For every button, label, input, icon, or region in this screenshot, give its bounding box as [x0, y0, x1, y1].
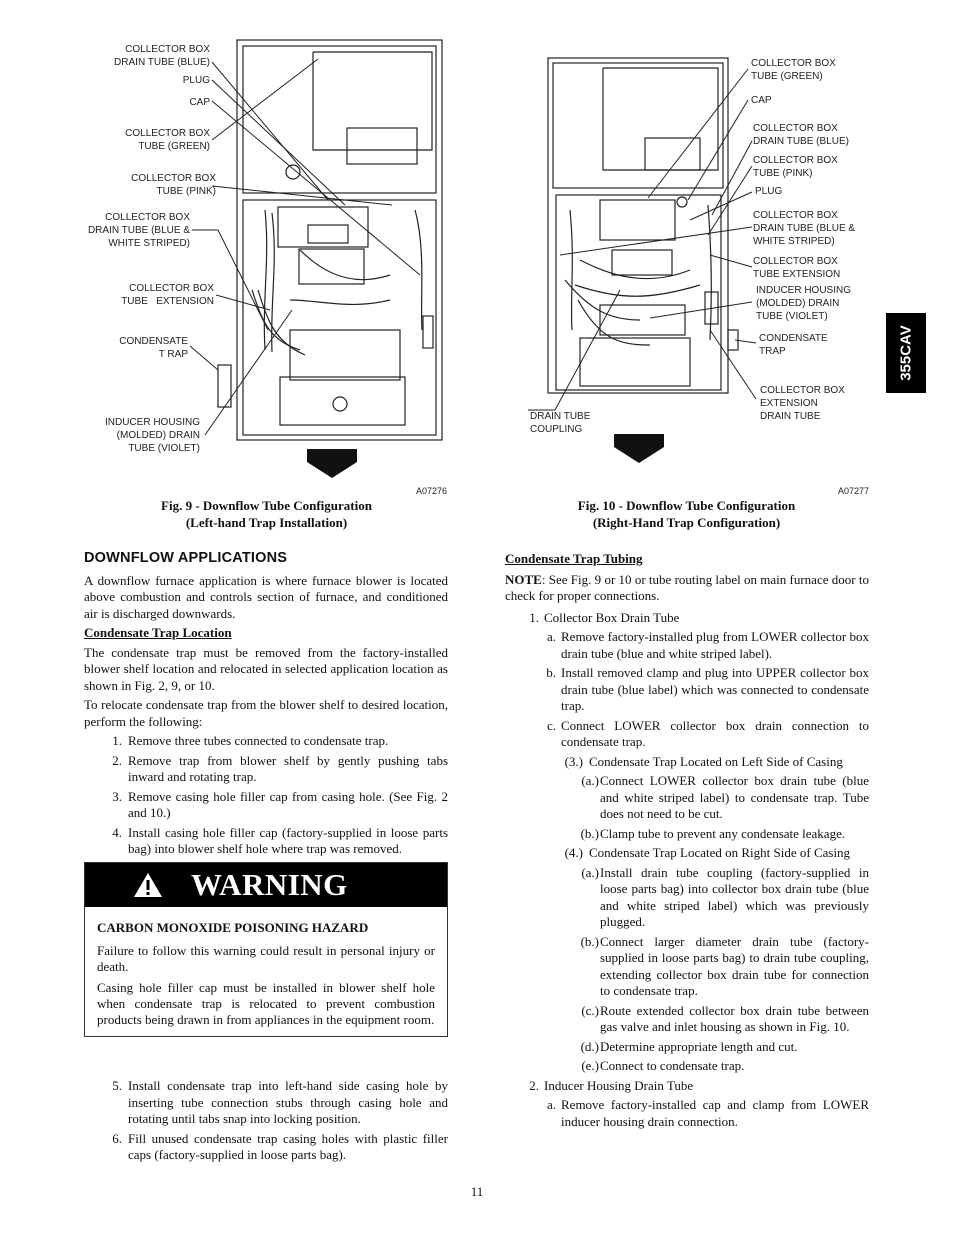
fig10-label-drain-striped: COLLECTOR BOX DRAIN TUBE (BLUE & WHITE STRIPED) — [753, 210, 856, 247]
list-item: (a.) Install drain tube coupling (factory-supplied in loose parts bag) into collector box drain tube (blue and white striped label) which was previously plugged. — [581, 864, 869, 929]
section-heading: DOWNFLOW APPLICATIONS — [84, 550, 288, 566]
paragraph-relocate: The condensate trap must be removed from the factory-installed blower shelf location and relocated in selected application location as shown in Fig. 2, 9, or 10. — [84, 644, 448, 693]
list-item: 2. Remove trap from blower shelf by gently pushing tabs inward and rotating trap. — [112, 752, 448, 784]
fig9-caption: Fig. 9 - Downflow Tube Configuration (Left-hand Trap Installation) — [161, 498, 372, 530]
list-item: 2. Inducer Housing Drain Tube — [529, 1077, 694, 1093]
list-item: a. Remove factory-installed plug from LOWER collector box drain tube (blue and white striped label). — [546, 629, 869, 661]
fig9-code: A07276 — [416, 486, 448, 496]
intro-paragraph: A downflow furnace application is where furnace blower is located above combustion and controls section of furnace, and conditioned air is discharged downwards. — [84, 572, 448, 621]
fig10-label-extension-drain: COLLECTOR BOX EXTENSION DRAIN TUBE — [760, 385, 845, 422]
list-item: (e.) Connect to condensate trap. — [581, 1058, 745, 1073]
list-item: 5. Install condensate trap into left-hand side casing hole by inserting tube connection stubs through casing hole and rotating until tabs snap into locking position. — [112, 1078, 448, 1126]
list-item: (c.) Route extended collector box drain tube between gas valve and inlet housing as shown in Fig. 10. — [581, 1002, 869, 1034]
fig9-label-tube-pink: COLLECTOR BOX TUBE (PINK) — [131, 173, 216, 197]
fig10-label-drain-coupling: DRAIN TUBE COUPLING — [530, 411, 591, 435]
fig9-label-tube-extension: COLLECTOR BOX TUBE EXTENSION — [121, 283, 214, 307]
fig9-label-drain-striped: COLLECTOR BOX DRAIN TUBE (BLUE & WHITE STRIPED) — [87, 212, 190, 249]
fig10-label-plug: PLUG — [755, 186, 783, 197]
warning-title: WARNING — [191, 867, 348, 902]
left-column — [84, 550, 448, 861]
list-item: a. Remove factory-installed cap and clamp from LOWER inducer housing drain connection. — [546, 1097, 869, 1129]
fig10-caption: Fig. 10 - Downflow Tube Configuration (Right-Hand Trap Configuration) — [577, 498, 796, 530]
list-item: 1. Collector Box Drain Tube — [529, 609, 680, 625]
list-item: (b.) Connect larger diameter drain tube (factory-supplied in loose parts bag) to drain tube coupling, extending collector box drain tube for connection to condensate trap. — [580, 933, 869, 998]
list-item: 1. Remove three tubes connected to condensate trap. — [112, 733, 389, 748]
list-item: c. Connect LOWER collector box drain connection to condensate trap. — [546, 717, 869, 749]
list-item: 6. Fill unused condensate trap casing holes with plastic filler caps (factory-supplied in loose parts bag). — [112, 1130, 448, 1162]
list-item: (3.) Condensate Trap Located on Left Side of Casing — [564, 753, 843, 769]
fig9-label-condensate-trap: CONDENSATE T RAP — [119, 336, 188, 360]
warning-banner — [85, 863, 447, 907]
fig9-label-collector-drain-blue: COLLECTOR BOX DRAIN TUBE (BLUE) — [114, 44, 210, 68]
fig9-label-plug: PLUG — [182, 75, 210, 86]
side-tab — [886, 313, 926, 393]
right-column — [505, 551, 869, 1133]
page-number: 11 — [470, 1184, 484, 1199]
list-item: 4. Install casing hole filler cap (factory-supplied in loose parts bag) into blower shelf hole where trap was removed. — [112, 824, 448, 856]
fig9-label-inducer-drain: INDUCER HOUSING (MOLDED) DRAIN TUBE (VIOLET) — [104, 417, 200, 454]
side-tab-label: 355CAV — [897, 325, 915, 381]
subheading-trap-tubing: Condensate Trap Tubing — [505, 551, 643, 566]
list-item: (b.) Clamp tube to prevent any condensate leakage. — [580, 825, 846, 841]
warning-text-1: Failure to follow this warning could result in personal injury or death. — [97, 943, 435, 974]
fig10-label-cap: CAP — [751, 95, 772, 106]
warning-triangle-icon — [133, 872, 163, 898]
warning-hazard: CARBON MONOXIDE POISONING HAZARD — [97, 920, 369, 935]
warning-text-2: Casing hole filler cap must be installed in blower shelf hole when condensate trap is relocated to prevent combustion products being drawn in from appliances in the equipment room. — [97, 980, 435, 1027]
fig10-code: A07277 — [838, 486, 870, 496]
warning-box — [84, 862, 448, 1037]
paragraph-perform: To relocate condensate trap from the blower shelf to desired location, perform the following: — [84, 697, 448, 729]
fig9-label-cap: CAP — [189, 97, 210, 108]
fig10-label-tube-pink: COLLECTOR BOX TUBE (PINK) — [753, 155, 838, 179]
list-item: (d.) Determine appropriate length and cut. — [580, 1038, 798, 1054]
fig10-label-tube-green: COLLECTOR BOX TUBE (GREEN) — [751, 58, 836, 82]
fig10-label-inducer-drain: INDUCER HOUSING (MOLDED) DRAIN TUBE (VIOLET) — [756, 285, 852, 322]
fig9-label-tube-green: COLLECTOR BOX TUBE (GREEN) — [125, 128, 210, 152]
list-item: (4.) Condensate Trap Located on Right Side of Casing — [564, 845, 851, 860]
fig10-label-condensate-trap: CONDENSATE TRAP — [759, 333, 828, 357]
note-paragraph: NOTE: See Fig. 9 or 10 or tube routing label on main furnace door to check for proper connections. — [505, 571, 869, 603]
list-item: (a.) Connect LOWER collector box drain tube (blue and white striped label) to condensate trap. Tube does not need to be cut. — [581, 773, 869, 821]
fig10-label-tube-extension: COLLECTOR BOX TUBE EXTENSION — [753, 256, 841, 280]
fig10-label-drain-blue: COLLECTOR BOX DRAIN TUBE (BLUE) — [753, 123, 849, 147]
subheading-trap-location: Condensate Trap Location — [84, 625, 232, 640]
left-column-continued — [84, 1078, 448, 1167]
list-item: 3. Remove casing hole filler cap from casing hole. (See Fig. 2 and 10.) — [112, 788, 448, 820]
list-item: b. Install removed clamp and plug into UPPER collector box drain tube (blue label) which was connected to condensate trap. — [546, 665, 869, 713]
